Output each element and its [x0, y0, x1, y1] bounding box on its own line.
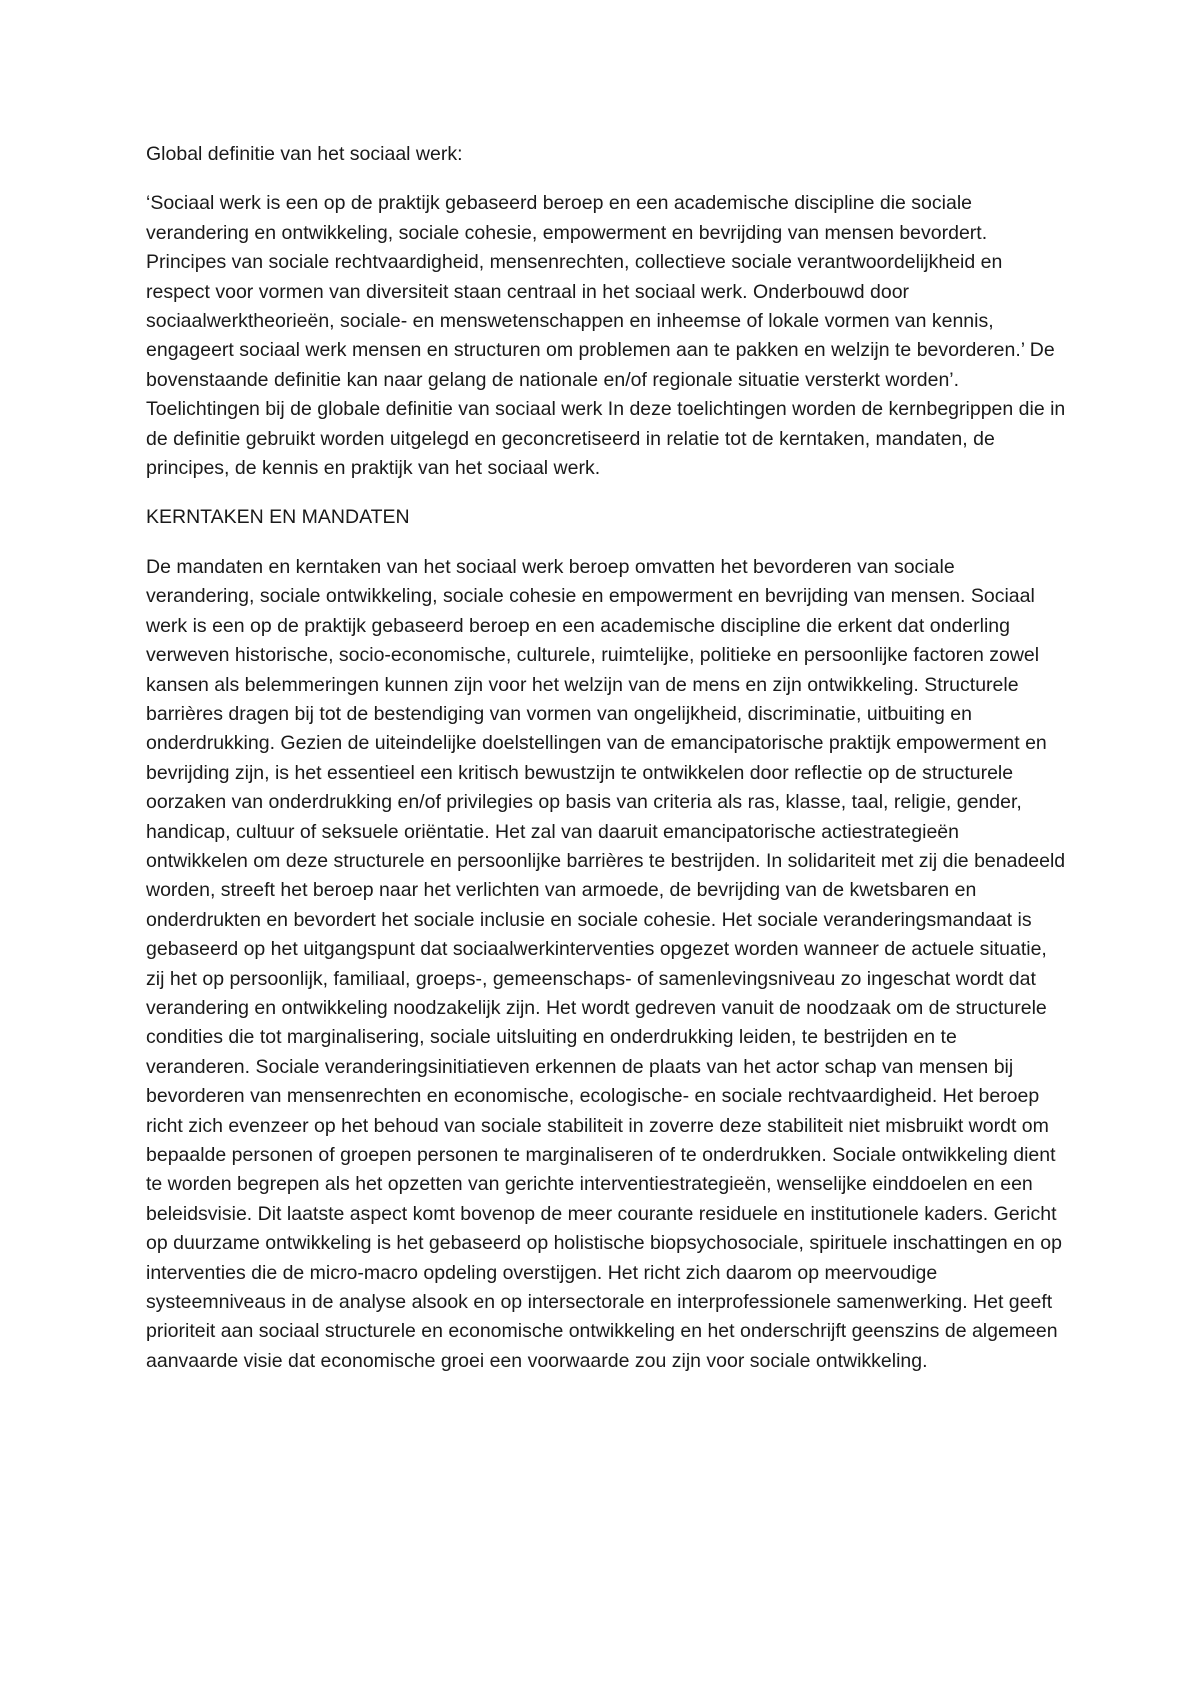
intro-paragraph: ‘Sociaal werk is een op de praktijk gebaseerd beroep en een academische discipline die sociale verandering en ontwikkeling, sociale cohesie, empowerment en bevrijding van mensen bevordert. Principes van sociale rechtvaardigheid, mensenrechten, collectieve sociale verantwoordelijkheid en respect voor vormen van diversiteit staan centraal in het sociaal werk. Onderbouwd door sociaalwerktheorieën, sociale- en menswetenschappen en inheemse of lokale vormen van kennis, engageert sociaal werk mensen en structuren om problemen aan te pakken en welzijn te bevorderen.’ De bovenstaande definitie kan naar gelang de nationale en/of regionale situatie versterkt worden’. Toelichtingen bij de globale definitie van sociaal werk In deze toelichtingen worden de kernbegrippen die in de definitie gebruikt worden uitgelegd en geconcretiseerd in relatie tot de kerntaken, mandaten, de principes, de kennis en praktijk van het sociaal werk.	[146, 192, 1066, 480]
section-paragraph: De mandaten en kerntaken van het sociaal werk beroep omvatten het bevorderen van sociale verandering, sociale ontwikkeling, sociale cohesie en empowerment en bevrijding van mensen. Sociaal werk is een op de praktijk gebaseerd beroep en een academische discipline die erkent dat onderling verweven historische, socio-economische, culturele, ruimtelijke, politieke en persoonlijke factoren zowel kansen als belemmeringen kunnen zijn voor het welzijn van de mens en zijn ontwikkeling. Structurele barrières dragen bij tot de bestendiging van vormen van ongelijkheid, discriminatie, uitbuiting en onderdrukking. Gezien de uiteindelijke doelstellingen van de emancipatorische praktijk empowerment en bevrijding zijn, is het essentieel een kritisch bewustzijn te ontwikkelen door reflectie op de structurele oorzaken van onderdrukking en/of privilegies op basis van criteria als ras, klasse, taal, religie, gender, handicap, cultuur of seksuele oriëntatie. Het zal van daaruit emancipatorische actiestrategieën ontwikkelen om deze structurele en persoonlijke barrières te bestrijden. In solidariteit met zij die benadeeld worden, streeft het beroep naar het verlichten van armoede, de bevrijding van de kwetsbaren en onderdrukten en bevordert het sociale inclusie en sociale cohesie. Het sociale veranderingsmandaat is gebaseerd op het uitgangspunt dat sociaalwerkinterventies opgezet worden wanneer de actuele situatie, zij het op persoonlijk, familiaal, groeps-, gemeenschaps- of samenlevingsniveau zo ingeschat wordt dat verandering en ontwikkeling noodzakelijk zijn. Het wordt gedreven vanuit de noodzaak om de structurele condities die tot marginalisering, sociale uitsluiting en onderdrukking leiden, te bestrijden en te veranderen. Sociale veranderingsinitiatieven erkennen de plaats van het actor schap van mensen bij bevorderen van mensenrechten en economische, ecologische- en sociale rechtvaardigheid. Het beroep richt zich evenzeer op het behoud van sociale stabiliteit in zoverre deze stabiliteit niet misbruikt wordt om bepaalde personen of groepen personen te marginaliseren of te onderdrukken. Sociale ontwikkeling dient te worden begrepen als het opzetten van gerichte interventiestrategieën, wenselijke einddoelen en een beleidsvisie. Dit laatste aspect komt bovenop de meer courante residuele en institutionele kaders. Gericht op duurzame ontwikkeling is het gebaseerd op holistische biopsychosociale, spirituele inschattingen en op interventies die de micro-macro opdeling overstijgen. Het richt zich daarom op meervoudige systeemniveaus in de analyse alsook en op intersectorale en interprofessionele samenwerking. Het geeft prioriteit aan sociaal structurele en economische ontwikkeling en het onderschrijft geenszins de algemeen aanvaarde visie dat economische groei een voorwaarde zou zijn voor sociale ontwikkeling.	[146, 555, 1066, 1372]
section-heading: KERNTAKEN EN MANDATEN	[146, 506, 410, 529]
document-title: Global definitie van het sociaal werk:	[146, 143, 463, 165]
document-body	[146, 140, 1066, 1396]
